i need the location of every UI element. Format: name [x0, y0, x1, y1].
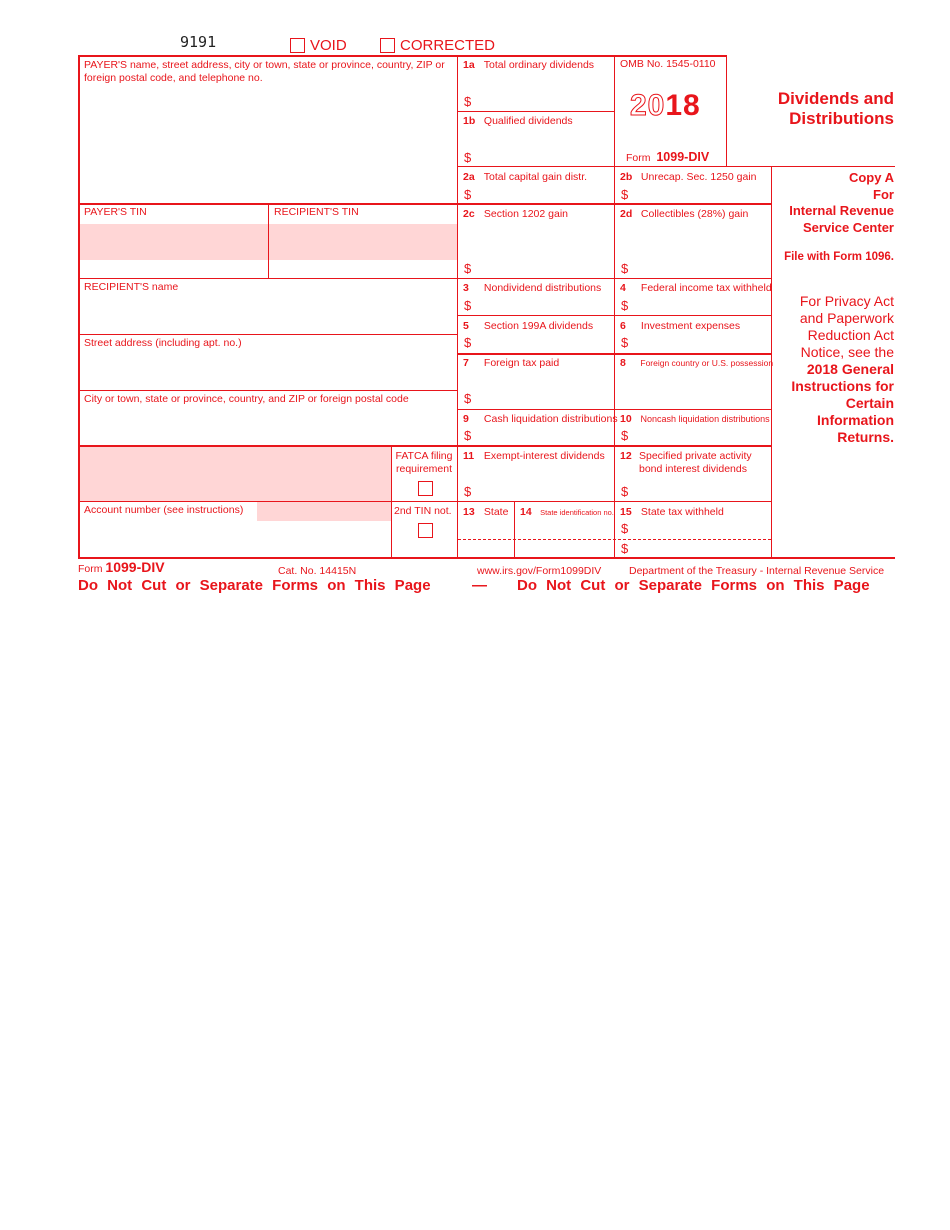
box-2b-label: 2b Unrecap. Sec. 1250 gain: [620, 171, 757, 183]
box-15-label: 15 State tax withheld: [620, 506, 724, 518]
box-4-label: 4 Federal income tax withheld: [620, 282, 772, 294]
omb-number: OMB No. 1545-0110: [620, 58, 716, 70]
account-shaded-area: [257, 502, 391, 521]
irs-url: www.irs.gov/Form1099DIV: [477, 565, 602, 577]
footer-form-name: Form 1099-DIV: [78, 559, 165, 575]
box-1a-label: 1a Total ordinary dividends: [463, 59, 595, 71]
catalog-number: Cat. No. 14415N: [278, 565, 357, 577]
recipient-tin-label: RECIPIENT'S TIN: [274, 206, 359, 218]
box-9-dollar: $: [464, 428, 472, 443]
box-14-label: 14 State identification no.: [520, 506, 614, 518]
box-2b-dollar: $: [621, 187, 629, 202]
omb-form-name: Form 1099-DIV: [626, 150, 710, 164]
box-15-dollar-2: $: [621, 541, 629, 556]
box-15-dollar-1: $: [621, 521, 629, 536]
copy-a-block: Copy A For Internal Revenue Service Center: [789, 170, 894, 235]
form-title: Dividends and Distributions: [777, 89, 894, 128]
warning-dash: —: [472, 577, 487, 594]
box-10-dollar: $: [621, 428, 629, 443]
box-2c-label: 2c Section 1202 gain: [463, 208, 568, 220]
box-6-dollar: $: [621, 335, 629, 350]
cut-warning-right: Do Not Cut or Separate Forms on This Page: [517, 577, 870, 594]
box-6-label: 6 Investment expenses: [620, 320, 741, 332]
second-tin-label: 2nd TIN not.: [394, 505, 452, 517]
city-label: City or town, state or province, country, and ZIP or foreign postal code: [84, 393, 409, 405]
box-7-dollar: $: [464, 391, 472, 406]
fatca-checkbox[interactable]: [418, 481, 433, 496]
box-2c-dollar: $: [464, 261, 472, 276]
box-1a-dollar: $: [464, 94, 472, 109]
corrected-checkbox[interactable]: [380, 38, 395, 53]
box-2d-label: 2d Collectibles (28%) gain: [620, 208, 749, 220]
tax-year: 2018: [630, 89, 701, 122]
box-2a-dollar: $: [464, 187, 472, 202]
shaded-area: [80, 447, 391, 501]
box-3-label: 3 Nondividend distributions: [463, 282, 602, 294]
payer-address-label: PAYER'S name, street address, city or town, state or province, country, ZIP or foreign postal code, and telephone no.: [84, 59, 445, 84]
recipient-name-label: RECIPIENT'S name: [84, 281, 179, 293]
box-1b-dollar: $: [464, 150, 472, 165]
box-2d-dollar: $: [621, 261, 629, 276]
box-5-label: 5 Section 199A dividends: [463, 320, 594, 332]
box-12-dollar: $: [621, 484, 629, 499]
box-11-label: 11 Exempt-interest dividends: [463, 450, 605, 462]
box-11-dollar: $: [464, 484, 472, 499]
corrected-label: CORRECTED: [400, 37, 496, 54]
void-checkbox[interactable]: [290, 38, 305, 53]
box-1b-label: 1b Qualified dividends: [463, 115, 573, 127]
payer-tin-field[interactable]: [80, 224, 268, 260]
cut-warning-left: Do Not Cut or Separate Forms on This Page: [78, 577, 431, 594]
recipient-tin-field[interactable]: [269, 224, 457, 260]
privacy-notice: For Privacy Act and Paperwork Reduction Act Notice, see the 2018 General Instructions for Certain Information Returns.: [791, 293, 894, 445]
box-8-label: 8 Foreign country or U.S. possession: [620, 357, 774, 369]
account-number-label: Account number (see instructions): [84, 504, 244, 516]
box-7-label: 7 Foreign tax paid: [463, 357, 560, 369]
fatca-label: FATCA filing requirement: [395, 450, 453, 475]
payer-tin-label: PAYER'S TIN: [84, 206, 147, 218]
void-label: VOID: [310, 37, 347, 54]
box-4-dollar: $: [621, 298, 629, 313]
box-10-label: 10 Noncash liquidation distributions: [620, 413, 770, 425]
box-9-label: 9 Cash liquidation distributions: [463, 413, 618, 425]
second-tin-checkbox[interactable]: [418, 523, 433, 538]
box-12-label: 12 Specified private activity bond interest dividends: [620, 450, 752, 475]
box-5-dollar: $: [464, 335, 472, 350]
file-with-note: File with Form 1096.: [784, 251, 894, 263]
department-name: Department of the Treasury - Internal Revenue Service: [629, 565, 885, 577]
box-13-label: 13 State: [463, 506, 509, 518]
street-address-label: Street address (including apt. no.): [84, 337, 242, 349]
form-code: 9191: [180, 33, 217, 51]
box-3-dollar: $: [464, 298, 472, 313]
box-2a-label: 2a Total capital gain distr.: [463, 171, 588, 183]
